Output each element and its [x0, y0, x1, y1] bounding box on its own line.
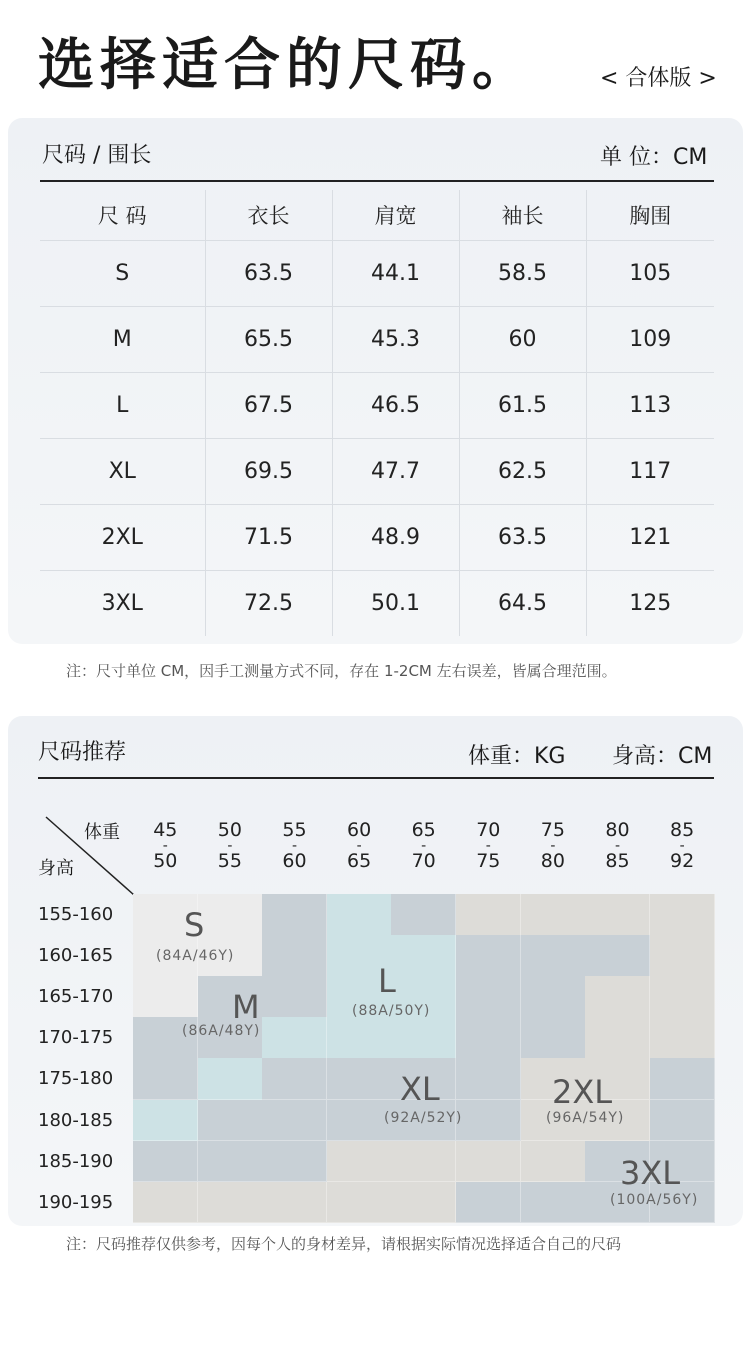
recommendation-cell [262, 1182, 327, 1224]
size-zone-label: 2XL [552, 1073, 613, 1111]
recommendation-cell [456, 894, 521, 936]
recommendation-cell [133, 1141, 198, 1183]
size-chart-unit: 单 位：CM [600, 145, 708, 170]
page-title: 选择适合的尺码。 [38, 33, 534, 98]
weight-range-top: 45 [153, 819, 178, 841]
measurement-cell: 105 [586, 241, 714, 307]
recommendation-cell [521, 935, 586, 977]
measurement-cell: 60 [459, 307, 586, 373]
size-zone-label: XL [400, 1070, 440, 1108]
size-label-cell: 2XL [40, 505, 205, 571]
size-label-cell: L [40, 373, 205, 439]
measurement-cell: 50.1 [332, 571, 459, 637]
weight-range-top: 80 [605, 819, 630, 841]
fit-type-label: < 合体版 > [600, 66, 717, 91]
recommendation-cell [133, 1182, 198, 1224]
recommendation-cell [650, 976, 715, 1018]
size-table-header-row [40, 190, 714, 241]
height-range-label: 190-195 [38, 1191, 114, 1213]
size-table-header-cell: 肩宽 [332, 190, 459, 241]
weight-range-bottom: 92 [670, 850, 695, 872]
recommendation-cell [262, 1141, 327, 1183]
recommendation-cell [327, 1182, 392, 1224]
recommendation-cell [521, 1182, 586, 1224]
weight-range-bottom: 75 [476, 850, 501, 872]
recommendation-cell [456, 1141, 521, 1183]
recommendation-cell [456, 1100, 521, 1142]
height-range-label: 155-160 [38, 904, 114, 925]
size-table-header-cell: 袖长 [459, 190, 586, 241]
height-range-label: 170-175 [38, 1027, 114, 1049]
table-row [40, 439, 714, 505]
recommendation-cell [456, 976, 521, 1018]
recommendation-cell [650, 894, 715, 936]
size-zone-label: S [184, 906, 205, 944]
recommendation-cell [650, 1100, 715, 1142]
size-chart-heading: 尺码 / 围长 [42, 143, 152, 168]
recommendation-cell [262, 1017, 327, 1059]
recommendation-cell [391, 1017, 456, 1059]
recommendation-rule [38, 777, 714, 779]
height-range-label: 180-185 [38, 1109, 114, 1131]
recommendation-cell [585, 894, 650, 936]
weight-range-header [327, 819, 392, 872]
size-zone-label: L [378, 962, 396, 1000]
height-unit-label: 身高：CM [612, 744, 713, 769]
recommendation-cell [133, 1058, 198, 1100]
weight-range-dash: - [227, 838, 233, 854]
measurement-cell: 44.1 [332, 241, 459, 307]
weight-range-header [585, 819, 650, 872]
corner-weight-label: 体重 [84, 822, 120, 843]
weight-range-top: 70 [476, 819, 501, 841]
measurement-cell: 45.3 [332, 307, 459, 373]
size-label-cell: S [40, 241, 205, 307]
corner-height-label: 身高 [38, 858, 74, 879]
size-zone-spec: (92A/52Y) [384, 1110, 463, 1126]
measurement-cell: 63.5 [459, 505, 586, 571]
size-zone-spec: (96A/54Y) [546, 1110, 625, 1126]
height-range-label: 165-170 [38, 986, 114, 1008]
weight-range-bottom: 60 [282, 850, 307, 872]
weight-range-dash: - [614, 838, 621, 854]
measurement-cell: 121 [586, 505, 714, 571]
measurement-cell: 47.7 [332, 439, 459, 505]
recommendation-cell [262, 1100, 327, 1142]
weight-range-bottom: 50 [153, 850, 178, 872]
recommendation-cell [585, 935, 650, 977]
recommendation-cell [327, 894, 392, 936]
size-chart-rule [40, 180, 714, 182]
weight-range-bottom: 85 [605, 850, 630, 872]
recommendation-cell [650, 935, 715, 977]
measurement-cell: 113 [586, 373, 714, 439]
weight-range-top: 65 [411, 819, 436, 841]
weight-range-bottom: 55 [217, 850, 242, 872]
recommendation-cell [521, 976, 586, 1018]
size-table-header-cell: 衣长 [205, 190, 332, 241]
size-zone-spec: (86A/48Y) [182, 1023, 261, 1039]
weight-range-dash: - [421, 838, 427, 854]
measurement-cell: 61.5 [459, 373, 586, 439]
recommendation-cell [521, 894, 586, 936]
measurement-cell: 64.5 [459, 571, 586, 637]
size-zone-spec: (88A/50Y) [352, 1003, 431, 1019]
measurement-cell: 117 [586, 439, 714, 505]
recommendation-cell [456, 935, 521, 977]
weight-range-top: 60 [347, 819, 372, 841]
weight-range-bottom: 70 [411, 850, 436, 872]
measurement-cell: 125 [629, 591, 672, 616]
weight-range-dash: - [485, 838, 491, 854]
measurement-cell: 48.9 [332, 505, 459, 571]
recommendation-cell [262, 976, 327, 1018]
recommendation-cell [198, 1182, 263, 1224]
recommendation-cell [585, 1017, 650, 1059]
measurement-cell: 58.5 [459, 241, 586, 307]
measurement-cell: 109 [586, 307, 714, 373]
height-range-label: 185-190 [38, 1150, 114, 1172]
weight-range-dash: - [550, 838, 556, 854]
weight-range-header [456, 819, 521, 872]
table-row [40, 505, 714, 571]
recommendation-cell [456, 1182, 521, 1224]
recommendation-cell [650, 1017, 715, 1059]
recommendation-cell [133, 1100, 198, 1142]
weight-range-top: 55 [282, 819, 307, 841]
height-range-label: 175-180 [38, 1068, 114, 1090]
weight-range-top: 75 [540, 819, 565, 841]
table-row [40, 571, 714, 637]
recommendation-cell [198, 1141, 263, 1183]
recommendation-cell [198, 1100, 263, 1142]
measurement-cell: 62.5 [459, 439, 586, 505]
weight-range-header [521, 819, 586, 872]
weight-range-bottom: 80 [540, 850, 565, 872]
size-zone-label: M [232, 988, 260, 1026]
recommendation-cell [650, 1058, 715, 1100]
recommendation-cell [262, 894, 327, 936]
weight-range-header [198, 819, 263, 872]
recommendation-cell [391, 1182, 456, 1224]
weight-unit-label: 体重：KG [468, 744, 566, 769]
weight-range-dash: - [162, 838, 168, 854]
size-table-header-cell: 尺 码 [40, 190, 205, 241]
recommendation-cell [456, 1058, 521, 1100]
recommendation-cell [391, 1141, 456, 1183]
size-label-cell: XL [40, 439, 205, 505]
table-row [40, 241, 714, 307]
weight-range-bottom: 65 [347, 850, 372, 872]
recommendation-note: 注：尺码推荐仅供参考，因每个人的身材差异，请根据实际情况选择适合自己的尺码 [66, 1235, 622, 1253]
recommendation-cell [327, 1017, 392, 1059]
recommendation-cell [262, 935, 327, 977]
weight-range-header [262, 819, 327, 872]
recommendation-cell [391, 894, 456, 936]
size-label-cell: 3XL [40, 571, 205, 637]
recommendation-cell [391, 935, 456, 977]
weight-range-header [391, 819, 456, 872]
size-zone-spec: (84A/46Y) [156, 948, 235, 964]
size-table [40, 190, 714, 636]
recommendation-heading: 尺码推荐 [38, 740, 127, 765]
recommendation-cell [327, 1058, 392, 1100]
table-row [40, 373, 714, 439]
recommendation-cell [262, 1058, 327, 1100]
measurement-cell: 63.5 [205, 241, 332, 307]
size-table-header-cell: 胸围 [586, 190, 714, 241]
weight-range-top: 85 [670, 819, 695, 841]
recommendation-cell [133, 976, 198, 1018]
recommendation-cell [327, 1141, 392, 1183]
measurement-cell: 67.5 [205, 373, 332, 439]
weight-range-top: 50 [217, 819, 242, 841]
weight-range-dash: - [356, 838, 362, 854]
recommendation-cell [456, 1017, 521, 1059]
measurement-cell: 71.5 [205, 505, 332, 571]
table-row [40, 307, 714, 373]
recommendation-cell [327, 1100, 392, 1142]
size-chart-note: 注：尺寸单位 CM，因手工测量方式不同，存在 1-2CM 左右误差，皆属合理范围。 [66, 662, 617, 680]
size-zone-spec: (100A/56Y) [610, 1192, 699, 1208]
recommendation-cell [521, 1141, 586, 1183]
recommendation-cell [585, 976, 650, 1018]
measurement-cell: 46.5 [332, 373, 459, 439]
size-zone-label: 3XL [620, 1154, 681, 1192]
height-range-label: 160-165 [38, 945, 114, 967]
size-label-cell: M [40, 307, 205, 373]
measurement-cell: 69.5 [205, 439, 332, 505]
recommendation-cell [198, 894, 263, 936]
measurement-cell: 65.5 [205, 307, 332, 373]
weight-range-header [650, 819, 715, 872]
weight-range-header [133, 819, 198, 872]
weight-range-dash: - [679, 838, 685, 854]
recommendation-cell [521, 1017, 586, 1059]
measurement-cell: 72.5 [205, 571, 332, 637]
weight-range-dash: - [291, 838, 298, 854]
recommendation-cell [198, 1058, 263, 1100]
